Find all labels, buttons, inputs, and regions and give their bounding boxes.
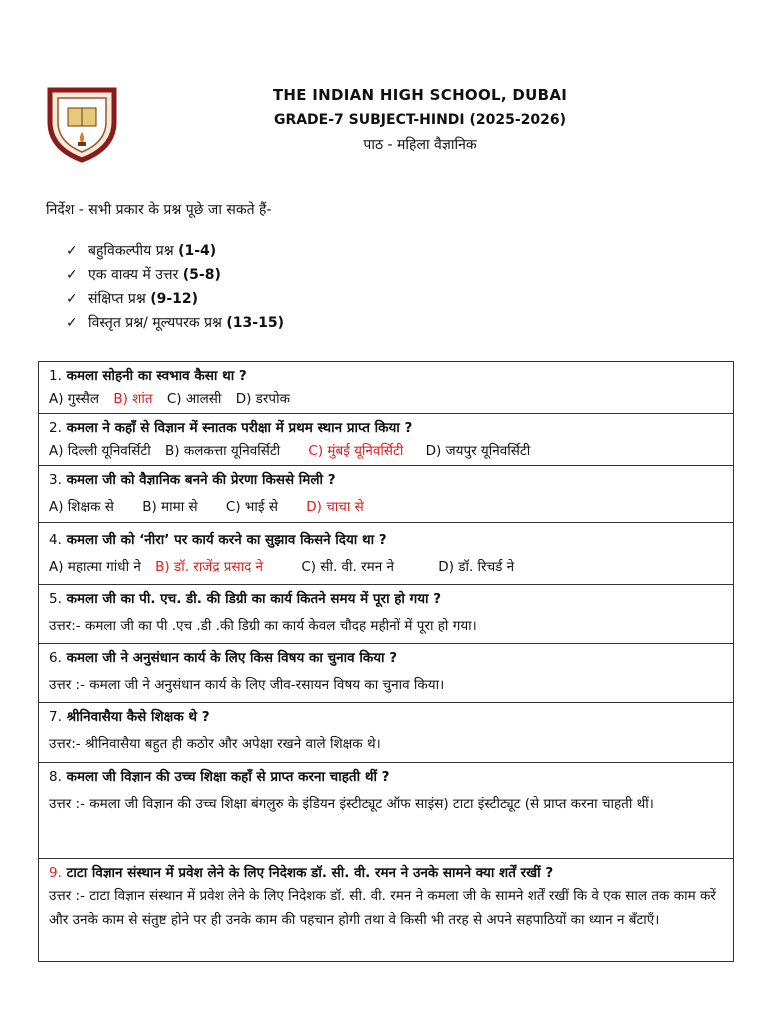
option-c: C) सी. वी. रमन ने bbox=[301, 559, 394, 575]
option-d: D) चाचा से bbox=[306, 499, 364, 515]
category-item: ✓ विस्तृत प्रश्न/ मूल्यपरक प्रश्न (13-15) bbox=[66, 312, 284, 336]
check-icon: ✓ bbox=[66, 243, 78, 259]
option-a: A) दिल्ली यूनिवर्सिटी bbox=[49, 443, 151, 459]
question-8: 8. कमला जी विज्ञान की उच्च शिक्षा कहाँ से प्राप्त करना चाहती थीं ? उत्तर :- कमला जी विज्ञान की उच्च शिक्षा बंगलुरु के इंडियन इंस्टीट्यूट ऑफ साइंस) टाटा इंस्टीट्यूट (से प्राप्त करना चाहती थीं। bbox=[39, 763, 733, 859]
answer-text: उत्तर:- श्रीनिवासैया बहुत ही कठोर और अपेक्षा रखने वाले शिक्षक थे। bbox=[49, 736, 381, 752]
question-4: 4. कमला जी को ‘नीरा’ पर कार्य करने का सुझाव किसने दिया था ? A) महात्मा गांधी ने B) डॉ. राजेंद्र प्रसाद ने C) सी. वी. रमन ने D) डॉ. रिचर्ड ने bbox=[39, 523, 733, 585]
check-icon: ✓ bbox=[66, 267, 78, 283]
question-3: 3. कमला जी को वैज्ञानिक बनने की प्रेरणा किससे मिली ? A) शिक्षक से B) मामा से C) भाई से D) चाचा से bbox=[39, 466, 733, 523]
option-a: A) गुस्सैल bbox=[49, 391, 100, 407]
lesson-title: पाठ - महिला वैज्ञानिक bbox=[363, 137, 477, 153]
option-b: B) कलकत्ता यूनिवर्सिटी bbox=[165, 443, 281, 459]
question-text: कमला जी विज्ञान की उच्च शिक्षा कहाँ से प्राप्त करना चाहती थीं ? bbox=[66, 769, 390, 785]
question-5: 5. कमला जी का पी. एच. डी. की डिग्री का कार्य कितने समय में पूरा हो गया ? उत्तर:- कमला जी का पी .एच .डी .की डिग्री का कार्य केवल चौदह महीनों में पूरा हो गया। bbox=[39, 585, 733, 644]
answer-text: उत्तर :- कमला जी विज्ञान की उच्च शिक्षा बंगलुरु के इंडियन इंस्टीट्यूट ऑफ साइंस) टाटा इंस्टीट्यूट (से प्राप्त करना चाहती थीं। bbox=[49, 796, 654, 812]
grade-subject: GRADE-7 SUBJECT-HINDI (2025-2026) bbox=[273, 112, 567, 128]
question-text: श्रीनिवासैया कैसे शिक्षक थे ? bbox=[66, 709, 210, 725]
option-d: D) जयपुर यूनिवर्सिटी bbox=[425, 443, 531, 459]
question-9: 9. टाटा विज्ञान संस्थान में प्रवेश लेने के लिए निदेशक डॉ. सी. वी. रमन ने उनके सामने क्या शर्तें रखीं ? उत्तर :- टाटा विज्ञान संस्थान में प्रवेश लेने के लिए निदेशक डॉ. सी. वी. रमन ने कमला जी के सामने शर्तें रखीं कि वे एक साल तक काम करें और उनके काम से संतुष्ट होने पर ही उनके काम की पहचान होगी तथा वे किसी भी तरह से अपने सहपाठियों का ध्यान न बँटाएँ। bbox=[39, 859, 733, 961]
check-icon: ✓ bbox=[66, 315, 78, 331]
option-a: A) महात्मा गांधी ने bbox=[49, 559, 141, 575]
option-b: B) मामा से bbox=[142, 499, 198, 515]
question-2: 2. कमला ने कहाँ से विज्ञान में स्नातक परीक्षा में प्रथम स्थान प्राप्त किया ? A) दिल्ली यूनिवर्सिटी B) कलकत्ता यूनिवर्सिटी C) मुंबई यूनिवर्सिटी D) जयपुर यूनिवर्सिटी bbox=[39, 414, 733, 466]
option-c: C) मुंबई यूनिवर्सिटी bbox=[308, 443, 404, 459]
question-text: कमला सोहनी का स्वभाव कैसा था ? bbox=[66, 368, 247, 384]
question-categories bbox=[66, 240, 284, 336]
question-text: कमला ने कहाँ से विज्ञान में स्नातक परीक्षा में प्रथम स्थान प्राप्त किया ? bbox=[66, 420, 413, 436]
question-6: 6. कमला जी ने अनुसंधान कार्य के लिए किस विषय का चुनाव किया ? उत्तर :- कमला जी ने अनुसंधान कार्य के लिए जीव-रसायन विषय का चुनाव किया। bbox=[39, 644, 733, 703]
option-d: D) डरपोक bbox=[235, 391, 290, 407]
option-a: A) शिक्षक से bbox=[49, 499, 114, 515]
answer-text: उत्तर :- कमला जी ने अनुसंधान कार्य के लिए जीव-रसायन विषय का चुनाव किया। bbox=[49, 677, 445, 693]
instructions: निर्देश - सभी प्रकार के प्रश्न पूछे जा सकते हैं- bbox=[46, 202, 272, 218]
question-text: कमला जी को ‘नीरा’ पर कार्य करने का सुझाव किसने दिया था ? bbox=[66, 532, 387, 548]
option-b: B) डॉ. राजेंद्र प्रसाद ने bbox=[155, 559, 264, 575]
option-c: C) आलसी bbox=[166, 391, 222, 407]
answer-text: उत्तर :- टाटा विज्ञान संस्थान में प्रवेश लेने के लिए निदेशक डॉ. सी. वी. रमन ने कमला जी के सामने शर्तें रखीं कि वे एक साल तक काम करें और उनके काम से संतुष्ट होने पर ही उनके काम की पहचान होगी तथा वे किसी भी तरह से अपने सहपाठियों का ध्यान न बँटाएँ। bbox=[49, 888, 716, 928]
category-item: ✓ एक वाक्य में उत्तर (5-8) bbox=[66, 264, 284, 288]
answer-text: उत्तर:- कमला जी का पी .एच .डी .की डिग्री का कार्य केवल चौदह महीनों में पूरा हो गया। bbox=[49, 618, 477, 634]
check-icon: ✓ bbox=[66, 291, 78, 307]
option-d: D) डॉ. रिचर्ड ने bbox=[438, 559, 515, 575]
question-text: कमला जी को वैज्ञानिक बनने की प्रेरणा किससे मिली ? bbox=[66, 472, 336, 488]
question-1: 1. कमला सोहनी का स्वभाव कैसा था ? A) गुस्सैल B) शांत C) आलसी D) डरपोक bbox=[39, 362, 733, 414]
option-c: C) भाई से bbox=[225, 499, 278, 515]
option-b: B) शांत bbox=[113, 391, 153, 407]
category-item: ✓ संक्षिप्त प्रश्न (9-12) bbox=[66, 288, 284, 312]
question-text: टाटा विज्ञान संस्थान में प्रवेश लेने के लिए निदेशक डॉ. सी. वी. रमन ने उनके सामने क्या शर्तें रखीं ? bbox=[66, 865, 554, 881]
question-table bbox=[38, 361, 734, 962]
school-name: THE INDIAN HIGH SCHOOL, DUBAI bbox=[272, 86, 568, 104]
school-logo bbox=[44, 82, 120, 164]
question-text: कमला जी ने अनुसंधान कार्य के लिए किस विषय का चुनाव किया ? bbox=[66, 650, 398, 666]
question-text: कमला जी का पी. एच. डी. की डिग्री का कार्य कितने समय में पूरा हो गया ? bbox=[66, 591, 442, 607]
question-7: 7. श्रीनिवासैया कैसे शिक्षक थे ? उत्तर:- श्रीनिवासैया बहुत ही कठोर और अपेक्षा रखने वाले शिक्षक थे। bbox=[39, 703, 733, 763]
category-item: ✓ बहुविकल्पीय प्रश्न (1-4) bbox=[66, 240, 284, 264]
